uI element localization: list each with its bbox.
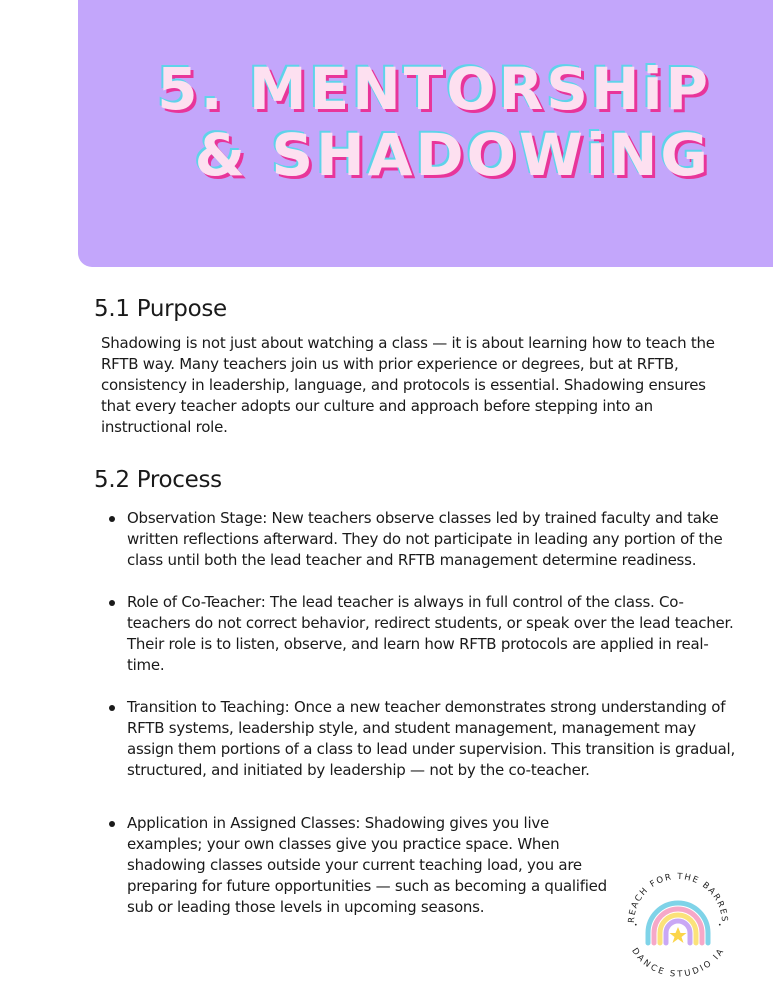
page-title [157,56,711,188]
logo-top-text: REACH FOR THE BARRES [626,871,730,924]
header-banner [78,0,773,267]
section-heading-process: 5.2 Process [94,467,222,493]
list-item-transition: Transition to Teaching: Once a new teacher demonstrates strong understanding of RFTB systems, leadership style, and student management, management may assign them portions of a class to lead under supervision. This transition is gradual, structured, and initiated by leadership — not by the co-teacher. [127,697,739,781]
list-item-co-teacher: Role of Co-Teacher: The lead teacher is always in full control of the class. Co-teachers do not correct behavior, redirect students, or speak over the lead teacher. Their role is to listen, observe, and learn how RFTB protocols are applied in real-time. [127,592,739,676]
list-item-observation: Observation Stage: New teachers observe classes led by trained faculty and take written reflections afterward. They do not participate in leading any portion of the class until both the lead teacher and RFTB management determine readiness. [127,508,739,571]
section-heading-purpose: 5.1 Purpose [94,296,227,322]
purpose-paragraph: Shadowing is not just about watching a class — it is about learning how to teach the RFTB way. Many teachers join us with prior experience or degrees, but at RFTB, consistency in leadership, language, and protocols is essential. Shadowing ensures that every teacher adopts our culture and approach before stepping into an instructional role. [101,334,715,436]
process-list [101,508,739,918]
studio-logo [622,867,734,979]
dot-icon: • [718,922,722,929]
logo-bottom-text: DANCE STUDIO IA [629,946,727,979]
page-title-line-2: & SHADOWiNG [194,121,711,189]
dot-icon: • [634,922,638,929]
list-item-application: Application in Assigned Classes: Shadowing gives you live examples; your own classes give you practice space. When shadowing classes outside your current teaching load, you are preparing for future opportunities — such as becoming a qualified sub or leading those levels in upcoming seasons. [127,813,623,918]
page-title-line-1: 5. MENTORSHiP [157,55,711,123]
